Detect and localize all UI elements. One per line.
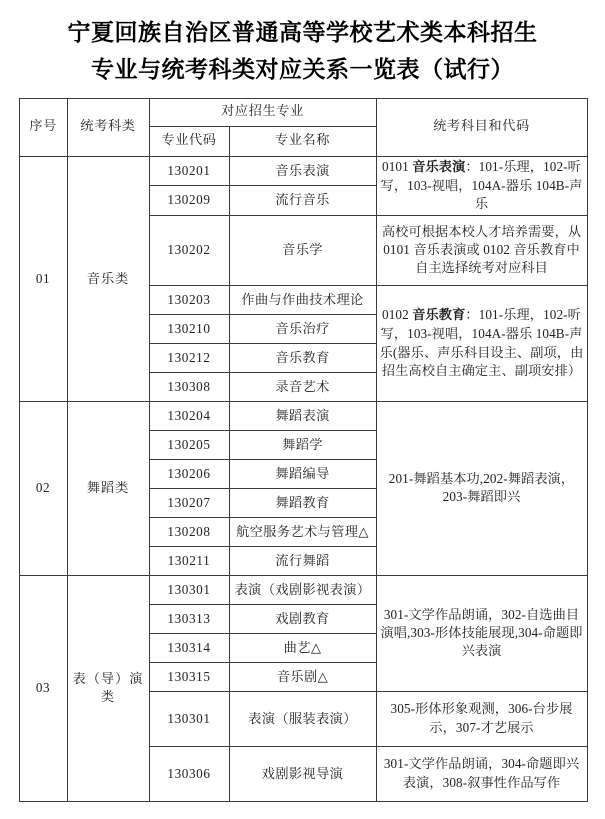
cell-major-name: 音乐表演	[229, 157, 376, 186]
cell-major-code: 130201	[149, 157, 229, 186]
cell-major-code: 130208	[149, 517, 229, 546]
cell-major-code: 130301	[149, 691, 229, 746]
cell-exam-subjects	[376, 746, 587, 801]
cell-major-code: 130308	[149, 372, 229, 401]
cell-major-name: 作曲与作曲技术理论	[229, 285, 376, 314]
cell-exam-category: 表（导）演类	[67, 575, 149, 801]
cell-exam-category: 音乐类	[67, 157, 149, 402]
cell-major-name: 流行舞蹈	[229, 546, 376, 575]
cell-major-code: 130202	[149, 215, 229, 285]
cell-major-name: 舞蹈教育	[229, 488, 376, 517]
cell-major-code: 130301	[149, 575, 229, 604]
cell-major-code: 130212	[149, 343, 229, 372]
cell-major-name: 舞蹈学	[229, 430, 376, 459]
header-category: 统考科类	[67, 99, 149, 157]
cell-exam-subjects	[376, 575, 587, 691]
cell-major-name: 戏剧影视导演	[229, 746, 376, 801]
title-line-2: 专业与统考科类对应关系一览表（试行）	[91, 56, 514, 83]
cell-major-name: 舞蹈编导	[229, 459, 376, 488]
subject-list-text: 高校可根据本校人才培养需要，从 0101 音乐表演或 0102 音乐教育中自主选择统考对应科目	[381, 223, 582, 276]
cell-major-code: 130209	[149, 186, 229, 215]
header-majors-group: 对应招生专业	[149, 99, 376, 127]
table-body	[19, 157, 587, 802]
document-title	[0, 0, 605, 88]
cell-major-name: 曲艺△	[229, 633, 376, 662]
cell-major-name: 音乐治疗	[229, 314, 376, 343]
subject-group-code: 0101	[382, 159, 413, 174]
cell-major-code: 130206	[149, 459, 229, 488]
cell-exam-subjects	[376, 215, 587, 285]
cell-major-code: 130203	[149, 285, 229, 314]
subject-list-text: 301-文学作品朗诵，304-命题即兴表演，308-叙事性作品写作	[383, 756, 580, 790]
subject-list-text: ：101-乐理，102-听写，103-视唱，104A-器乐 104B-声乐	[380, 159, 583, 212]
cell-major-code: 130204	[149, 401, 229, 430]
cell-exam-subjects	[376, 401, 587, 575]
header-seq: 序号	[19, 99, 67, 157]
cell-major-name: 舞蹈表演	[229, 401, 376, 430]
cell-exam-subjects	[376, 691, 587, 746]
majors-subjects-table	[19, 98, 588, 802]
subject-group-name: 音乐教育	[412, 308, 466, 324]
title-line-1: 宁夏回族自治区普通高等学校艺术类本科招生	[67, 19, 538, 46]
cell-major-name: 航空服务艺术与管理△	[229, 517, 376, 546]
cell-major-code: 130314	[149, 633, 229, 662]
subject-group-code: 0102	[382, 307, 413, 323]
subject-list-text: 201-舞蹈基本功,202-舞蹈表演，203-舞蹈即兴	[388, 470, 575, 505]
cell-major-code: 130315	[149, 662, 229, 691]
cell-exam-subjects	[376, 157, 587, 216]
cell-major-name: 表演（戏剧影视表演）	[229, 575, 376, 604]
cell-sequence-number: 02	[19, 401, 67, 575]
cell-exam-subjects	[376, 285, 587, 401]
subject-group-name: 音乐表演	[412, 160, 466, 175]
cell-major-name: 音乐教育	[229, 343, 376, 372]
cell-major-name: 音乐学	[229, 215, 376, 285]
subject-list-text: 301-文学作品朗诵，302-自选曲目演唱,303-形体技能展现,304-命题即兴表演	[380, 606, 583, 659]
cell-major-code: 130205	[149, 430, 229, 459]
table-header	[19, 99, 587, 157]
cell-major-name: 录音艺术	[229, 372, 376, 401]
cell-major-code: 130313	[149, 604, 229, 633]
cell-sequence-number: 01	[19, 157, 67, 402]
table-row	[19, 157, 587, 186]
cell-major-name: 戏剧教育	[229, 604, 376, 633]
header-major-name: 专业名称	[229, 127, 376, 157]
header-row-top	[19, 99, 587, 127]
header-subjects: 统考科目和代码	[376, 99, 587, 157]
subject-list-text: 305-形体形象观测，306-台步展示，307-才艺展示	[390, 701, 573, 735]
cell-sequence-number: 03	[19, 575, 67, 801]
cell-major-name: 表演（服装表演）	[229, 691, 376, 746]
header-major-code: 专业代码	[149, 127, 229, 157]
cell-major-name: 流行音乐	[229, 186, 376, 215]
table-container	[19, 98, 587, 802]
cell-major-code: 130306	[149, 746, 229, 801]
cell-major-code: 130207	[149, 488, 229, 517]
subject-list-text: ：101-乐理，102-听写，103-视唱，104A-器乐 104B-声乐(器乐、声乐科目设主、副项，由招生高校自主确定主、副项安排）	[379, 307, 584, 378]
table-row	[19, 401, 587, 430]
cell-major-code: 130210	[149, 314, 229, 343]
cell-major-name: 音乐剧△	[229, 662, 376, 691]
cell-major-code: 130211	[149, 546, 229, 575]
table-row	[19, 575, 587, 604]
cell-exam-category: 舞蹈类	[67, 401, 149, 575]
